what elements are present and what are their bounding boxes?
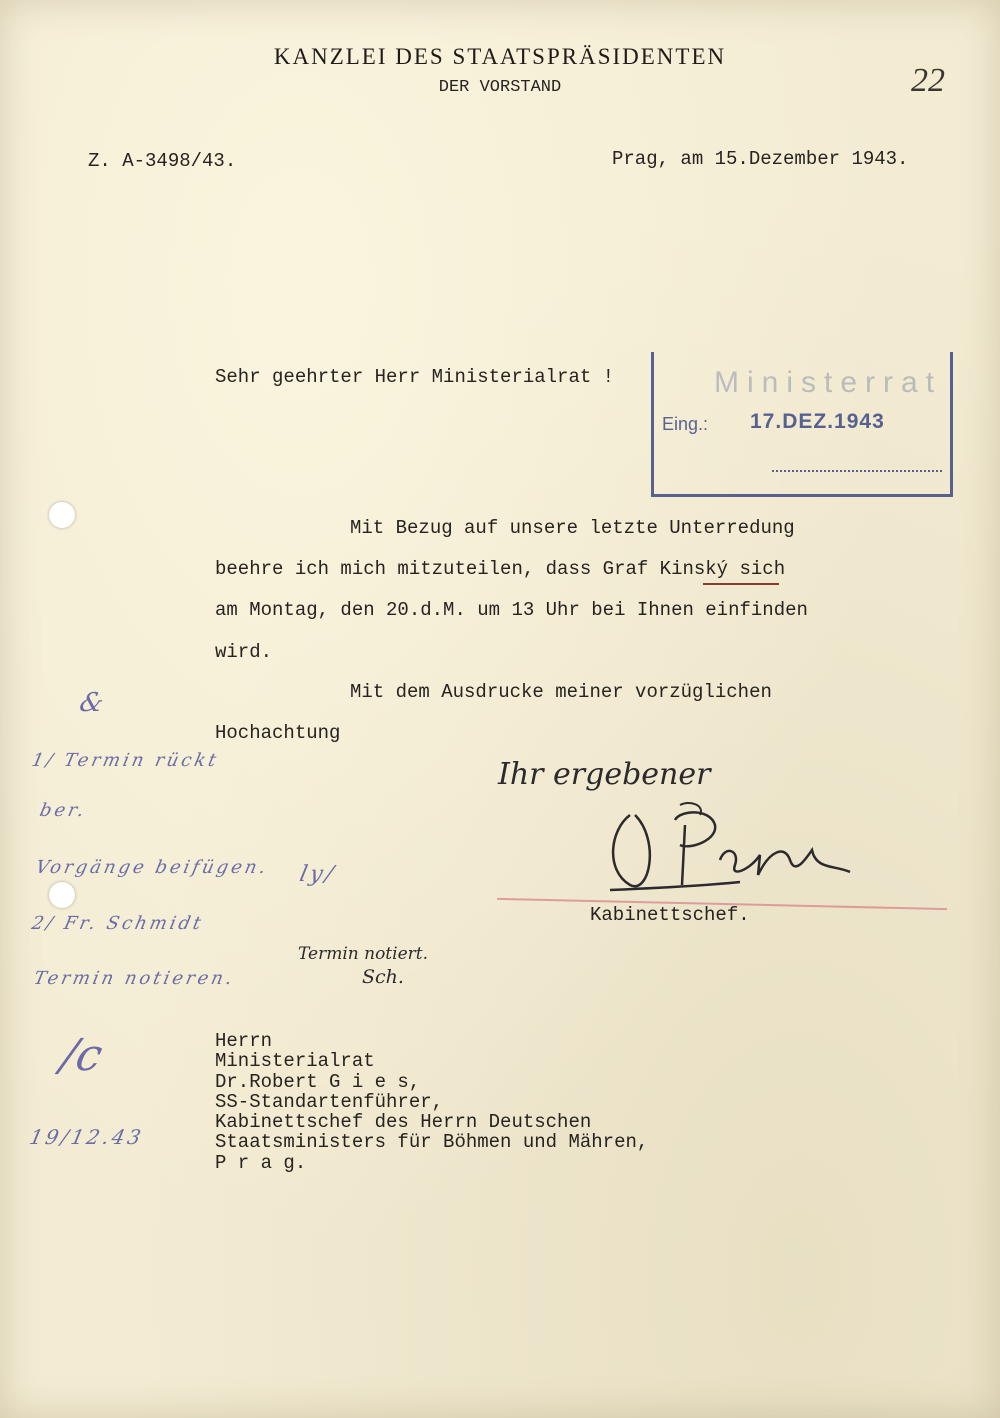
body-line-2: beehre ich mich mitzuteilen, dass Graf Kinský sich xyxy=(215,558,786,580)
ink-note-2: Sch. xyxy=(362,966,404,988)
salutation: Sehr geehrter Herr Ministerialrat ! xyxy=(215,366,615,388)
pencil-initials: ly/ xyxy=(297,862,339,887)
stamp-dotted-line xyxy=(772,470,942,472)
stamp-received-label: Eing.: xyxy=(662,414,709,434)
address-line-7: P r a g. xyxy=(215,1152,307,1174)
place-date: Prag, am 15.Dezember 1943. xyxy=(612,148,909,170)
reference-number: Z. A-3498/43. xyxy=(88,150,237,172)
pencil-mark-top: & xyxy=(76,688,110,718)
pencil-note-5: Termin notieren. xyxy=(31,968,237,989)
signoff-title: Kabinettschef. xyxy=(590,904,750,926)
address-line-5: Kabinettschef des Herrn Deutschen xyxy=(215,1111,592,1133)
stamp-title: Ministerrat xyxy=(714,366,943,399)
address-line-1: Herrn xyxy=(215,1030,273,1052)
folio-number: 22 xyxy=(911,62,945,99)
pencil-note-2: ber. xyxy=(37,800,89,821)
handwritten-valediction: Ihr ergebener xyxy=(498,757,711,792)
pencil-note-1: 1/ Termin rückt xyxy=(29,750,221,771)
letterhead-title: KANZLEI DES STAATSPRÄSIDENTEN xyxy=(273,44,727,69)
ink-note-1: Termin notiert. xyxy=(298,944,428,964)
address-line-4: SS-Standartenführer, xyxy=(215,1091,444,1113)
punch-hole-top xyxy=(49,502,75,528)
received-stamp xyxy=(651,352,953,497)
address-line-3: Dr.Robert G i e s, xyxy=(215,1071,421,1093)
signature-drawing xyxy=(590,800,890,910)
closing-line-1: Mit dem Ausdrucke meiner vorzüglichen xyxy=(350,681,772,703)
body-line-4: wird. xyxy=(215,641,273,663)
address-line-2: Ministerialrat xyxy=(215,1050,375,1072)
pencil-note-4: 2/ Fr. Schmidt xyxy=(29,913,206,934)
body-line-3: am Montag, den 20.d.M. um 13 Uhr bei Ihnen einfinden xyxy=(215,599,808,621)
pencil-check-mark: /c xyxy=(56,1030,107,1081)
punch-hole-bottom xyxy=(49,882,75,908)
body-line-1: Mit Bezug auf unsere letzte Unterredung xyxy=(350,517,795,539)
red-underline xyxy=(703,583,779,585)
pencil-date: 19/12.43 xyxy=(27,1125,147,1149)
letterhead-subtitle: DER VORSTAND xyxy=(438,78,562,97)
stamp-received-date: 17.DEZ.1943 xyxy=(750,410,885,433)
pencil-note-3: Vorgänge beifügen. xyxy=(33,857,271,878)
closing-line-2: Hochachtung xyxy=(215,722,341,744)
address-line-6: Staatsministers für Böhmen und Mähren, xyxy=(215,1131,649,1153)
